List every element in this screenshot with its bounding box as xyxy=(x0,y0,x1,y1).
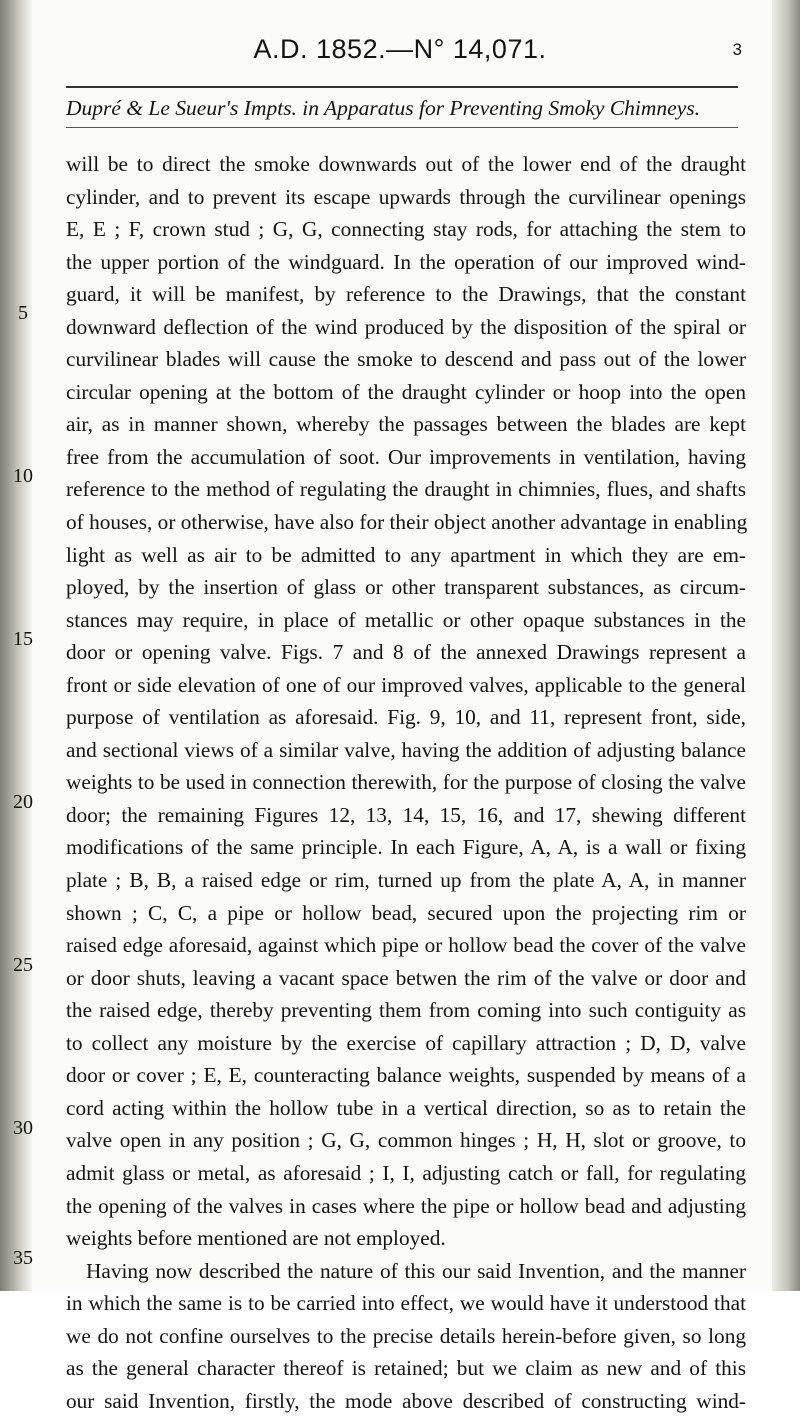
text-line: cylinder, and to prevent its escape upwards through the curvilinear openings xyxy=(66,184,746,209)
text-line: the upper portion of the windguard. In the operation of our improved wind- xyxy=(66,249,746,274)
text-line: of houses, or otherwise, have also for their object another advantage in enabling xyxy=(66,510,748,535)
text-line: free from the accumulation of soot. Our improvements in ventilation, having xyxy=(66,444,746,469)
line-number-10: 10 xyxy=(13,465,33,487)
page-title: A.D. 1852.—N° 14,071. xyxy=(253,34,547,64)
text-line: or door shuts, leaving a vacant space betwen the rim of the valve or door and xyxy=(66,965,746,990)
running-head: Dupré & Le Sueur's Impts. in Apparatus for Preventing Smoky Chimneys. xyxy=(66,96,701,120)
text-line: E, E ; F, crown stud ; G, G, connecting stay rods, for attaching the stem to xyxy=(66,217,746,242)
text-line: circular opening at the bottom of the draught cylinder or hoop into the open xyxy=(66,379,746,404)
text-line: door or cover ; E, E, counteracting balance weights, suspended by means of a xyxy=(66,1063,746,1088)
text-line: the opening of the valves in cases where the pipe or hollow bead and adjusting xyxy=(66,1193,746,1218)
text-line: curvilinear blades will cause the smoke to descend and pass out of the lower xyxy=(66,347,746,372)
scan-edge-right xyxy=(772,0,800,1291)
text-line: reference to the method of regulating the draught in chimnies, flues, and shafts xyxy=(66,477,746,502)
line-number-25: 25 xyxy=(13,954,33,976)
line-number-15: 15 xyxy=(13,628,33,650)
text-line: Having now described the nature of this our said Invention, and the manner xyxy=(86,1258,746,1283)
text-line: purpose of ventilation as aforesaid. Fig. 9, 10, and 11, represent front, side, xyxy=(66,705,746,730)
text-line: our said Invention, firstly, the mode above described of constructing wind- xyxy=(66,1388,746,1413)
text-line: plate ; B, B, a raised edge or rim, turned up from the plate A, A, in manner xyxy=(66,868,746,893)
text-line: door; the remaining Figures 12, 13, 14, 15, 16, and 17, shewing different xyxy=(66,802,746,827)
text-line: guard, it will be manifest, by reference to the Drawings, that the constant xyxy=(66,282,746,307)
text-line: modifications of the same principle. In each Figure, A, A, is a wall or fixing xyxy=(66,835,746,860)
text-line: shown ; C, C, a pipe or hollow bead, secured upon the projecting rim or xyxy=(66,900,746,925)
text-line: raised edge aforesaid, against which pipe or hollow bead the cover of the valve xyxy=(66,933,746,958)
line-number-30: 30 xyxy=(13,1117,33,1139)
text-line: ployed, by the insertion of glass or other transparent substances, as circum- xyxy=(66,575,746,600)
text-line: as the general character thereof is retained; but we claim as new and of this xyxy=(66,1356,746,1381)
running-head-rule xyxy=(66,127,738,128)
text-line: front or side elevation of one of our improved valves, applicable to the general xyxy=(66,672,746,697)
text-line: we do not confine ourselves to the precise details herein-before given, so long xyxy=(66,1323,746,1348)
text-line: admit glass or metal, as aforesaid ; I, I, adjusting catch or fall, for regulating xyxy=(66,1160,746,1185)
header-rule xyxy=(66,86,738,88)
text-line: light as well as air to be admitted to any apartment in which they are em- xyxy=(66,542,746,567)
text-line: the raised edge, thereby preventing them from coming into such contiguity as xyxy=(66,998,746,1023)
line-number-20: 20 xyxy=(13,791,33,813)
text-line: cord acting within the hollow tube in a vertical direction, so as to retain the xyxy=(66,1095,746,1120)
text-line: weights before mentioned are not employed. xyxy=(66,1226,446,1251)
page-header xyxy=(0,34,800,74)
text-line: door or opening valve. Figs. 7 and 8 of the annexed Drawings represent a xyxy=(66,640,746,665)
page-number: 3 xyxy=(732,40,742,59)
text-line: to collect any moisture by the exercise of capillary attraction ; D, D, valve xyxy=(66,1030,746,1055)
text-line: weights to be used in connection therewith, for the purpose of closing the valve xyxy=(66,770,746,795)
text-line: will be to direct the smoke downwards out of the lower end of the draught xyxy=(66,152,746,176)
text-line: air, as in manner shown, whereby the passages between the blades are kept xyxy=(66,412,746,437)
text-line: and sectional views of a similar valve, having the addition of adjusting balance xyxy=(66,737,746,762)
body-text xyxy=(66,148,746,1417)
text-line: downward deflection of the wind produced by the disposition of the spiral or xyxy=(66,314,746,339)
text-line: stances may require, in place of metallic or other opaque substances in the xyxy=(66,607,746,632)
line-number-35: 35 xyxy=(13,1247,33,1269)
text-line: valve open in any position ; G, G, common hinges ; H, H, slot or groove, to xyxy=(66,1128,746,1153)
line-number-5: 5 xyxy=(18,302,28,324)
text-line: in which the same is to be carried into effect, we would have it understood that xyxy=(66,1291,746,1316)
